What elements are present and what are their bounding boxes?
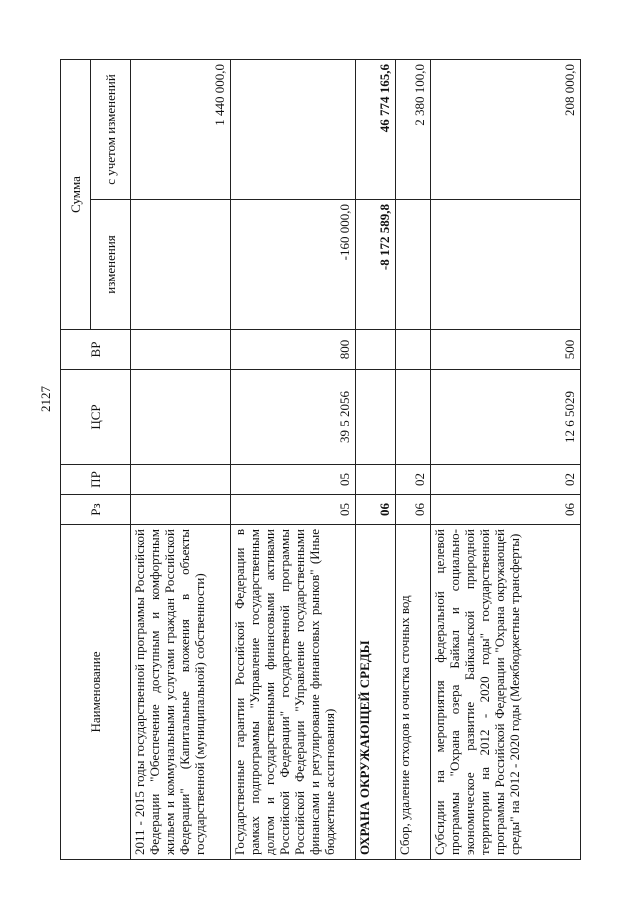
row-vr: 500 — [431, 330, 581, 370]
row-vr — [356, 330, 396, 370]
header-name: Наименование — [61, 525, 131, 860]
row-name: 2011 - 2015 годы государственной программы Российской Федерации "Обеспечение доступным и комфортным жильем и коммунальными услугами граждан Российской Федерации" (Капитальные вложения в объекты государственной (муниципальной) собственности) — [131, 525, 231, 860]
row-rz — [131, 495, 231, 525]
row-pr — [356, 465, 396, 495]
header-changes: изменения — [91, 200, 131, 330]
row-pr — [131, 465, 231, 495]
table-row — [231, 60, 356, 860]
row-change — [431, 200, 581, 330]
row-vr — [131, 330, 231, 370]
header-csr: ЦСР — [61, 370, 131, 465]
row-pr: 02 — [431, 465, 581, 495]
header-with-changes: с учетом изменений — [91, 60, 131, 200]
table-row — [431, 60, 581, 860]
table-body — [131, 60, 581, 860]
row-total: 46 774 165,6 — [356, 60, 396, 200]
row-total: 208 000,0 — [431, 60, 581, 200]
row-rz: 06 — [431, 495, 581, 525]
row-vr: 800 — [231, 330, 356, 370]
row-total: 1 440 000,0 — [131, 60, 231, 200]
row-csr — [396, 370, 431, 465]
row-name: Сбор, удаление отходов и очистка сточных вод — [396, 525, 431, 860]
row-rz: 05 — [231, 495, 356, 525]
row-change: -8 172 589,8 — [356, 200, 396, 330]
table-row — [396, 60, 431, 860]
row-change — [396, 200, 431, 330]
row-change: -160 000,0 — [231, 200, 356, 330]
row-rz: 06 — [356, 495, 396, 525]
header-sum: Сумма — [61, 60, 91, 330]
budget-table — [60, 59, 581, 860]
row-name: Субсидии на мероприятия федеральной целевой программы "Охрана озера Байкал и социально-экономическое развитие Байкальской природной территории на 2012 - 2020 годы" государственной программы Российской Федерации "Охрана окружающей среды" на 2012 - 2020 годы (Межбюджетные трансферты) — [431, 525, 581, 860]
header-vr: ВР — [61, 330, 131, 370]
row-change — [131, 200, 231, 330]
row-vr — [396, 330, 431, 370]
row-total: 2 380 100,0 — [396, 60, 431, 200]
page-number: 2127 — [38, 386, 53, 412]
table-row — [131, 60, 231, 860]
header-pr: ПР — [61, 465, 131, 495]
row-total — [231, 60, 356, 200]
row-csr: 39 5 2056 — [231, 370, 356, 465]
row-pr: 02 — [396, 465, 431, 495]
header-rz: Рз — [61, 495, 131, 525]
row-csr — [356, 370, 396, 465]
row-csr — [131, 370, 231, 465]
row-name: ОХРАНА ОКРУЖАЮЩЕЙ СРЕДЫ — [356, 525, 396, 860]
row-csr: 12 6 5029 — [431, 370, 581, 465]
row-pr: 05 — [231, 465, 356, 495]
budget-table-rotated — [60, 60, 580, 860]
table-row — [356, 60, 396, 860]
row-rz: 06 — [396, 495, 431, 525]
row-name: Государственные гарантии Российской Федерации в рамках подпрограммы "Управление государственным долгом и государственными финансовыми активами Российской Федерации" государственной программы Российской Федерации "Управление государственными финансами и регулирование финансовых рынков" (Иные бюджетные ассигнования) — [231, 525, 356, 860]
